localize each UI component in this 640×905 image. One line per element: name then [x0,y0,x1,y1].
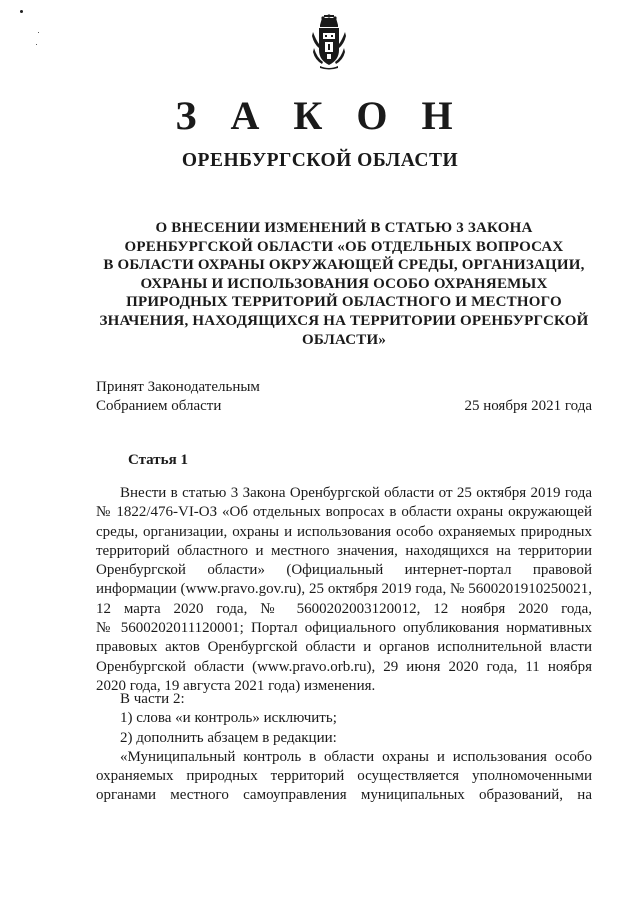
scan-speck [36,44,37,45]
subject-line: В ОБЛАСТИ ОХРАНЫ ОКРУЖАЮЩЕЙ СРЕДЫ, ОРГАНИЗАЦИИ, [103,257,585,274]
quote-line: «Муниципальный контроль в области охраны и использования особо [120,748,592,765]
paragraph-line: № 5600202011120001; Портал официального опубликования нормативных [96,620,592,637]
scan-speck [38,32,39,33]
coat-of-arms-icon [310,14,348,70]
adopted-by-line2: Собранием области [96,398,222,414]
subject-line: ПРИРОДНЫХ ТЕРРИТОРИЙ ОБЛАСТНОГО И МЕСТНОГО [126,294,562,311]
article-paragraph [96,484,592,696]
paragraph-line: № 1822/476-VI-ОЗ «Об отдельных вопросах в области охраны окружающей [96,504,592,521]
subject-line: О ВНЕСЕНИИ ИЗМЕНЕНИЙ В СТАТЬЮ 3 ЗАКОНА [155,220,533,236]
quote-line: органами местного самоуправления муниципальных образований, на [96,787,592,804]
paragraph-line: Внести в статью 3 Закона Оренбургской области от 25 октября 2019 года [120,485,592,501]
paragraph-line: Оренбургской области (www.pravo.orb.ru), 29 июня 2020 года, 11 ноября [96,658,592,675]
amendment-item-1: 1) слова «и контроль» исключить; [120,710,337,727]
quote-line: охраняемых природных территорий осуществляется уполномоченными [96,768,592,785]
adoption-date: 25 ноября 2021 года [464,398,592,414]
part-intro: В части 2: [120,691,185,707]
scan-speck [20,10,23,13]
paragraph-line: 2020 года, 19 августа 2021 года) изменения. [96,677,376,694]
paragraph-line: среды, организации, охраны и использования особо охраняемых природных [96,523,592,540]
paragraph-line: 12 марта 2020 года, № 5600202003120012, 12 ноября 2020 года, [96,600,592,617]
adoption-block [96,378,592,416]
region-title: ОРЕНБУРГСКОЙ ОБЛАСТИ [181,150,459,171]
law-title: З А К О Н [175,93,465,138]
paragraph-line: правовых актов Оренбургской области и органов исполнительной власти [96,639,592,656]
adoption-row [96,397,592,416]
subject-line: ОБЛАСТИ» [301,331,387,348]
subject-line: ЗНАЧЕНИЯ, НАХОДЯЩИХСЯ НА ТЕРРИТОРИИ ОРЕНБУРГСКОЙ [99,312,589,329]
paragraph-line: территорий областного и местного значения, находящихся на территории [96,542,592,559]
adopted-by-line1: Принят Законодательным [96,379,260,395]
paragraph-line: Оренбургской области» (Официальный интернет-портал правовой [96,562,592,579]
subject-line: ОРЕНБУРГСКОЙ ОБЛАСТИ «ОБ ОТДЕЛЬНЫХ ВОПРОСАХ [124,238,564,255]
part-amendments [96,690,592,806]
law-subject [96,219,592,349]
amendment-item-2: 2) дополнить абзацем в редакции: [120,729,337,746]
article-heading: Статья 1 [128,452,188,468]
paragraph-line: информации (www.pravo.gov.ru), 25 октября 2019 года, № 5600201910250021, [96,581,592,598]
subject-line: ОХРАНЫ И ИСПОЛЬЗОВАНИЯ ОСОБО ОХРАНЯЕМЫХ [140,275,548,292]
